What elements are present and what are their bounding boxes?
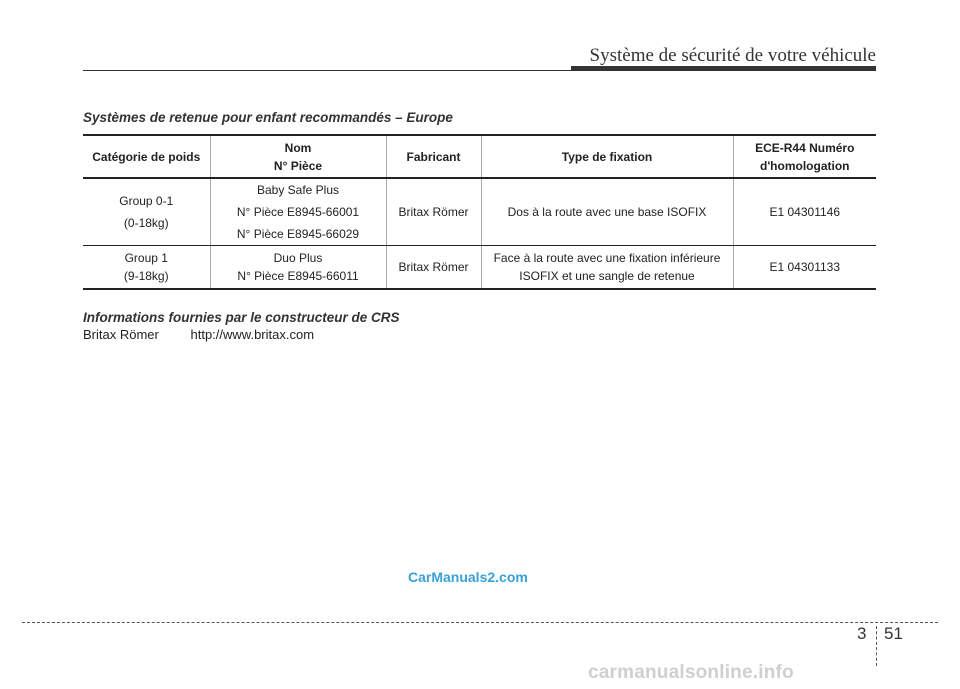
fixation-line: ISOFIX et une sangle de retenue [519, 269, 695, 283]
page-number-divider [876, 626, 877, 666]
cell-ece-approval: E1 04301133 [733, 246, 876, 290]
cell-ece-approval: E1 04301146 [733, 178, 876, 246]
cell-fixation-type [481, 178, 733, 246]
header-name-line1: Nom [284, 140, 312, 155]
section-title: Systèmes de retenue pour enfant recommandés – Europe [83, 110, 453, 125]
cell-name-part [210, 246, 386, 290]
manufacturer-url-link[interactable]: http://www.britax.com [190, 327, 315, 342]
fixation-line: Face à la route avec une fixation inférieure [493, 251, 721, 265]
weight-range: (9-18kg) [123, 269, 169, 283]
header-ece-approval [733, 135, 876, 178]
header-weight-category: Catégorie de poids [83, 135, 210, 178]
fixation-line: Dos à la route avec une base ISOFIX [507, 205, 707, 219]
manufacturer-company: Britax Römer [83, 327, 159, 342]
weight-group: Group 0-1 [119, 194, 174, 208]
cell-weight-category [83, 246, 210, 290]
part-number: N° Pièce E8945-66001 [236, 205, 360, 219]
seat-name: Baby Safe Plus [256, 183, 340, 197]
cell-fixation-type [481, 246, 733, 290]
watermark-bottom: carmanualsonline.info [588, 662, 794, 683]
page-number: 51 [884, 624, 903, 643]
header-rule-thick [571, 66, 876, 71]
cell-manufacturer: Britax Römer [386, 246, 481, 290]
header-ece-line1: ECE-R44 Numéro [755, 140, 855, 155]
weight-range: (0-18kg) [123, 216, 169, 230]
cell-manufacturer: Britax Römer [386, 178, 481, 246]
chapter-number: 3 [857, 624, 867, 643]
recommended-seats-table [83, 134, 876, 290]
cell-name-part [210, 178, 386, 246]
watermark-center: CarManuals2.com [408, 569, 528, 585]
manufacturer-info-line [83, 327, 314, 342]
manufacturer-info-title: Informations fournies par le constructeur de CRS [83, 310, 400, 325]
table-header-row [83, 135, 876, 178]
part-number: N° Pièce E8945-66029 [236, 227, 360, 241]
running-header-title: Système de sécurité de votre véhicule [589, 45, 876, 66]
header-ece-line2: d'homologation [759, 158, 850, 173]
table-row [83, 246, 876, 290]
seat-name: Duo Plus [273, 251, 323, 265]
header-name-part [210, 135, 386, 178]
cell-weight-category [83, 178, 210, 246]
header-manufacturer: Fabricant [386, 135, 481, 178]
footer-dashed-rule [22, 622, 938, 623]
header-fixation-type: Type de fixation [481, 135, 733, 178]
table-row [83, 178, 876, 246]
weight-group: Group 1 [124, 251, 168, 265]
part-number: N° Pièce E8945-66011 [237, 269, 359, 283]
header-name-line2: N° Pièce [273, 158, 323, 173]
